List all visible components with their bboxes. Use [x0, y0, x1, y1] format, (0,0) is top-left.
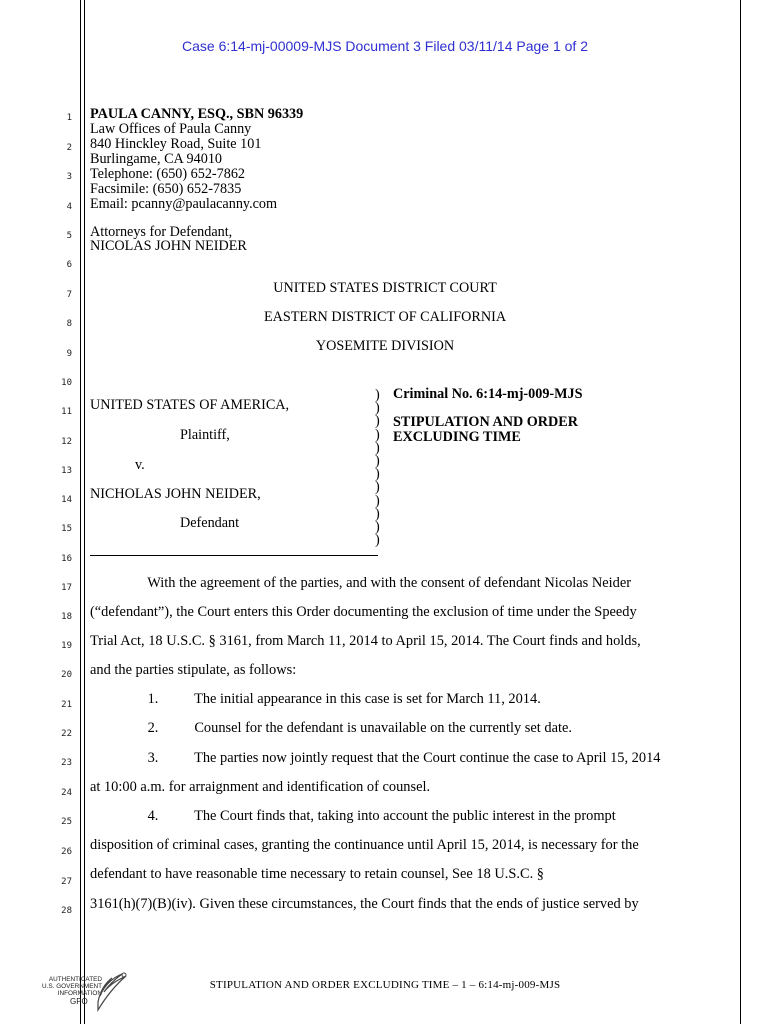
line-number: 11	[61, 407, 72, 417]
attorney-line: 840 Hinckley Road, Suite 101	[90, 136, 262, 152]
line-number: 25	[61, 817, 72, 827]
attorney-name: PAULA CANNY, ESQ., SBN 96339	[90, 106, 304, 122]
gpo-authentication-logo	[30, 970, 130, 1014]
gpo-text-line: INFORMATION	[57, 990, 102, 997]
caption-rule	[90, 555, 378, 556]
line-number: 4	[66, 202, 72, 212]
body-line: 4. The Court finds that, taking into account the public interest in the prompt	[90, 808, 616, 824]
body-line: (“defendant”), the Court enters this Order documenting the exclusion of time under the Speedy	[90, 604, 637, 620]
body-line: disposition of criminal cases, granting the continuance until April 15, 2014, is necessary for the	[90, 837, 639, 853]
left-margin-rule	[80, 0, 81, 1024]
line-number: 17	[61, 583, 72, 593]
line-number: 27	[61, 877, 72, 887]
body-line: Trial Act, 18 U.S.C. § 3161, from March 11, 2014 to April 15, 2014. The Court finds and holds,	[90, 633, 641, 649]
caption-defendant: NICHOLAS JOHN NEIDER,	[90, 486, 261, 502]
case-number: Criminal No. 6:14-mj-009-MJS	[393, 386, 583, 402]
line-number: 23	[61, 758, 72, 768]
body-line: 1. The initial appearance in this case is set for March 11, 2014.	[90, 691, 541, 707]
caption-parens: ) ) ) ) ) ) ) ) ) ) ) )	[375, 387, 380, 549]
body-line: 3. The parties now jointly request that the Court continue the case to April 15, 2014	[90, 750, 661, 766]
line-number: 10	[61, 378, 72, 388]
attorney-line: Telephone: (650) 652-7862	[90, 166, 246, 182]
line-number: 15	[61, 524, 72, 534]
gpo-text-line: U.S. GOVERNMENT	[41, 983, 102, 990]
caption-plaintiff-role: Plaintiff,	[180, 427, 230, 443]
page-footer: STIPULATION AND ORDER EXCLUDING TIME – 1 – 6:14-mj-009-MJS	[209, 979, 561, 991]
document-title: STIPULATION AND ORDER	[393, 414, 578, 430]
body-line: With the agreement of the parties, and with the consent of defendant Nicolas Neider	[90, 575, 632, 591]
line-number: 20	[61, 670, 72, 680]
line-number: 26	[61, 847, 72, 857]
body-line: 2. Counsel for the defendant is unavailable on the currently set date.	[90, 720, 572, 736]
line-number: 14	[61, 495, 72, 505]
document-title-line-2: EXCLUDING TIME	[393, 429, 521, 445]
attorney-email: Email: pcanny@paulacanny.com	[90, 196, 278, 212]
caption-plaintiff: UNITED STATES OF AMERICA,	[90, 397, 290, 413]
attorney-role: Attorneys for Defendant,	[90, 224, 233, 240]
line-number: 22	[61, 729, 72, 739]
line-number: 7	[66, 290, 72, 300]
client-name: NICOLAS JOHN NEIDER	[90, 238, 247, 254]
line-number: 6	[66, 260, 72, 270]
caption-versus: v.	[135, 457, 145, 473]
court-division: YOSEMITE DIVISION	[315, 338, 455, 354]
body-line: and the parties stipulate, as follows:	[90, 662, 297, 678]
line-number: 18	[61, 612, 72, 622]
line-number: 5	[66, 231, 72, 241]
body-line: 3161(h)(7)(B)(iv). Given these circumstances, the Court finds that the ends of justice served by	[90, 896, 639, 912]
line-number: 9	[66, 349, 72, 359]
line-number: 28	[61, 906, 72, 916]
court-name: UNITED STATES DISTRICT COURT	[273, 280, 497, 296]
gpo-mark: GPO	[70, 997, 88, 1006]
line-number: 13	[61, 466, 72, 476]
line-number: 1	[66, 113, 72, 123]
attorney-line: Burlingame, CA 94010	[90, 151, 223, 167]
line-number: 16	[61, 554, 72, 564]
court-district: EASTERN DISTRICT OF CALIFORNIA	[263, 309, 507, 325]
line-number: 3	[66, 172, 72, 182]
attorney-line: Law Offices of Paula Canny	[90, 121, 252, 137]
line-number: 8	[66, 319, 72, 329]
gpo-text-line: AUTHENTICATED	[48, 976, 102, 983]
line-number: 24	[61, 788, 72, 798]
left-margin-rule-inner	[84, 0, 85, 1024]
eagle-icon	[94, 970, 130, 1014]
caption-defendant-role: Defendant	[180, 515, 240, 531]
ecf-header-stamp: Case 6:14-mj-00009-MJS Document 3 Filed 03/11/14 Page 1 of 2	[182, 38, 588, 54]
line-number: 21	[61, 700, 72, 710]
line-number: 12	[61, 437, 72, 447]
attorney-line: Facsimile: (650) 652-7835	[90, 181, 242, 197]
body-line: at 10:00 a.m. for arraignment and identification of counsel.	[90, 779, 431, 795]
body-line: defendant to have reasonable time necessary to retain counsel, See 18 U.S.C. §	[90, 866, 544, 882]
right-margin-rule	[740, 0, 741, 1024]
line-number: 2	[66, 143, 72, 153]
line-number: 19	[61, 641, 72, 651]
